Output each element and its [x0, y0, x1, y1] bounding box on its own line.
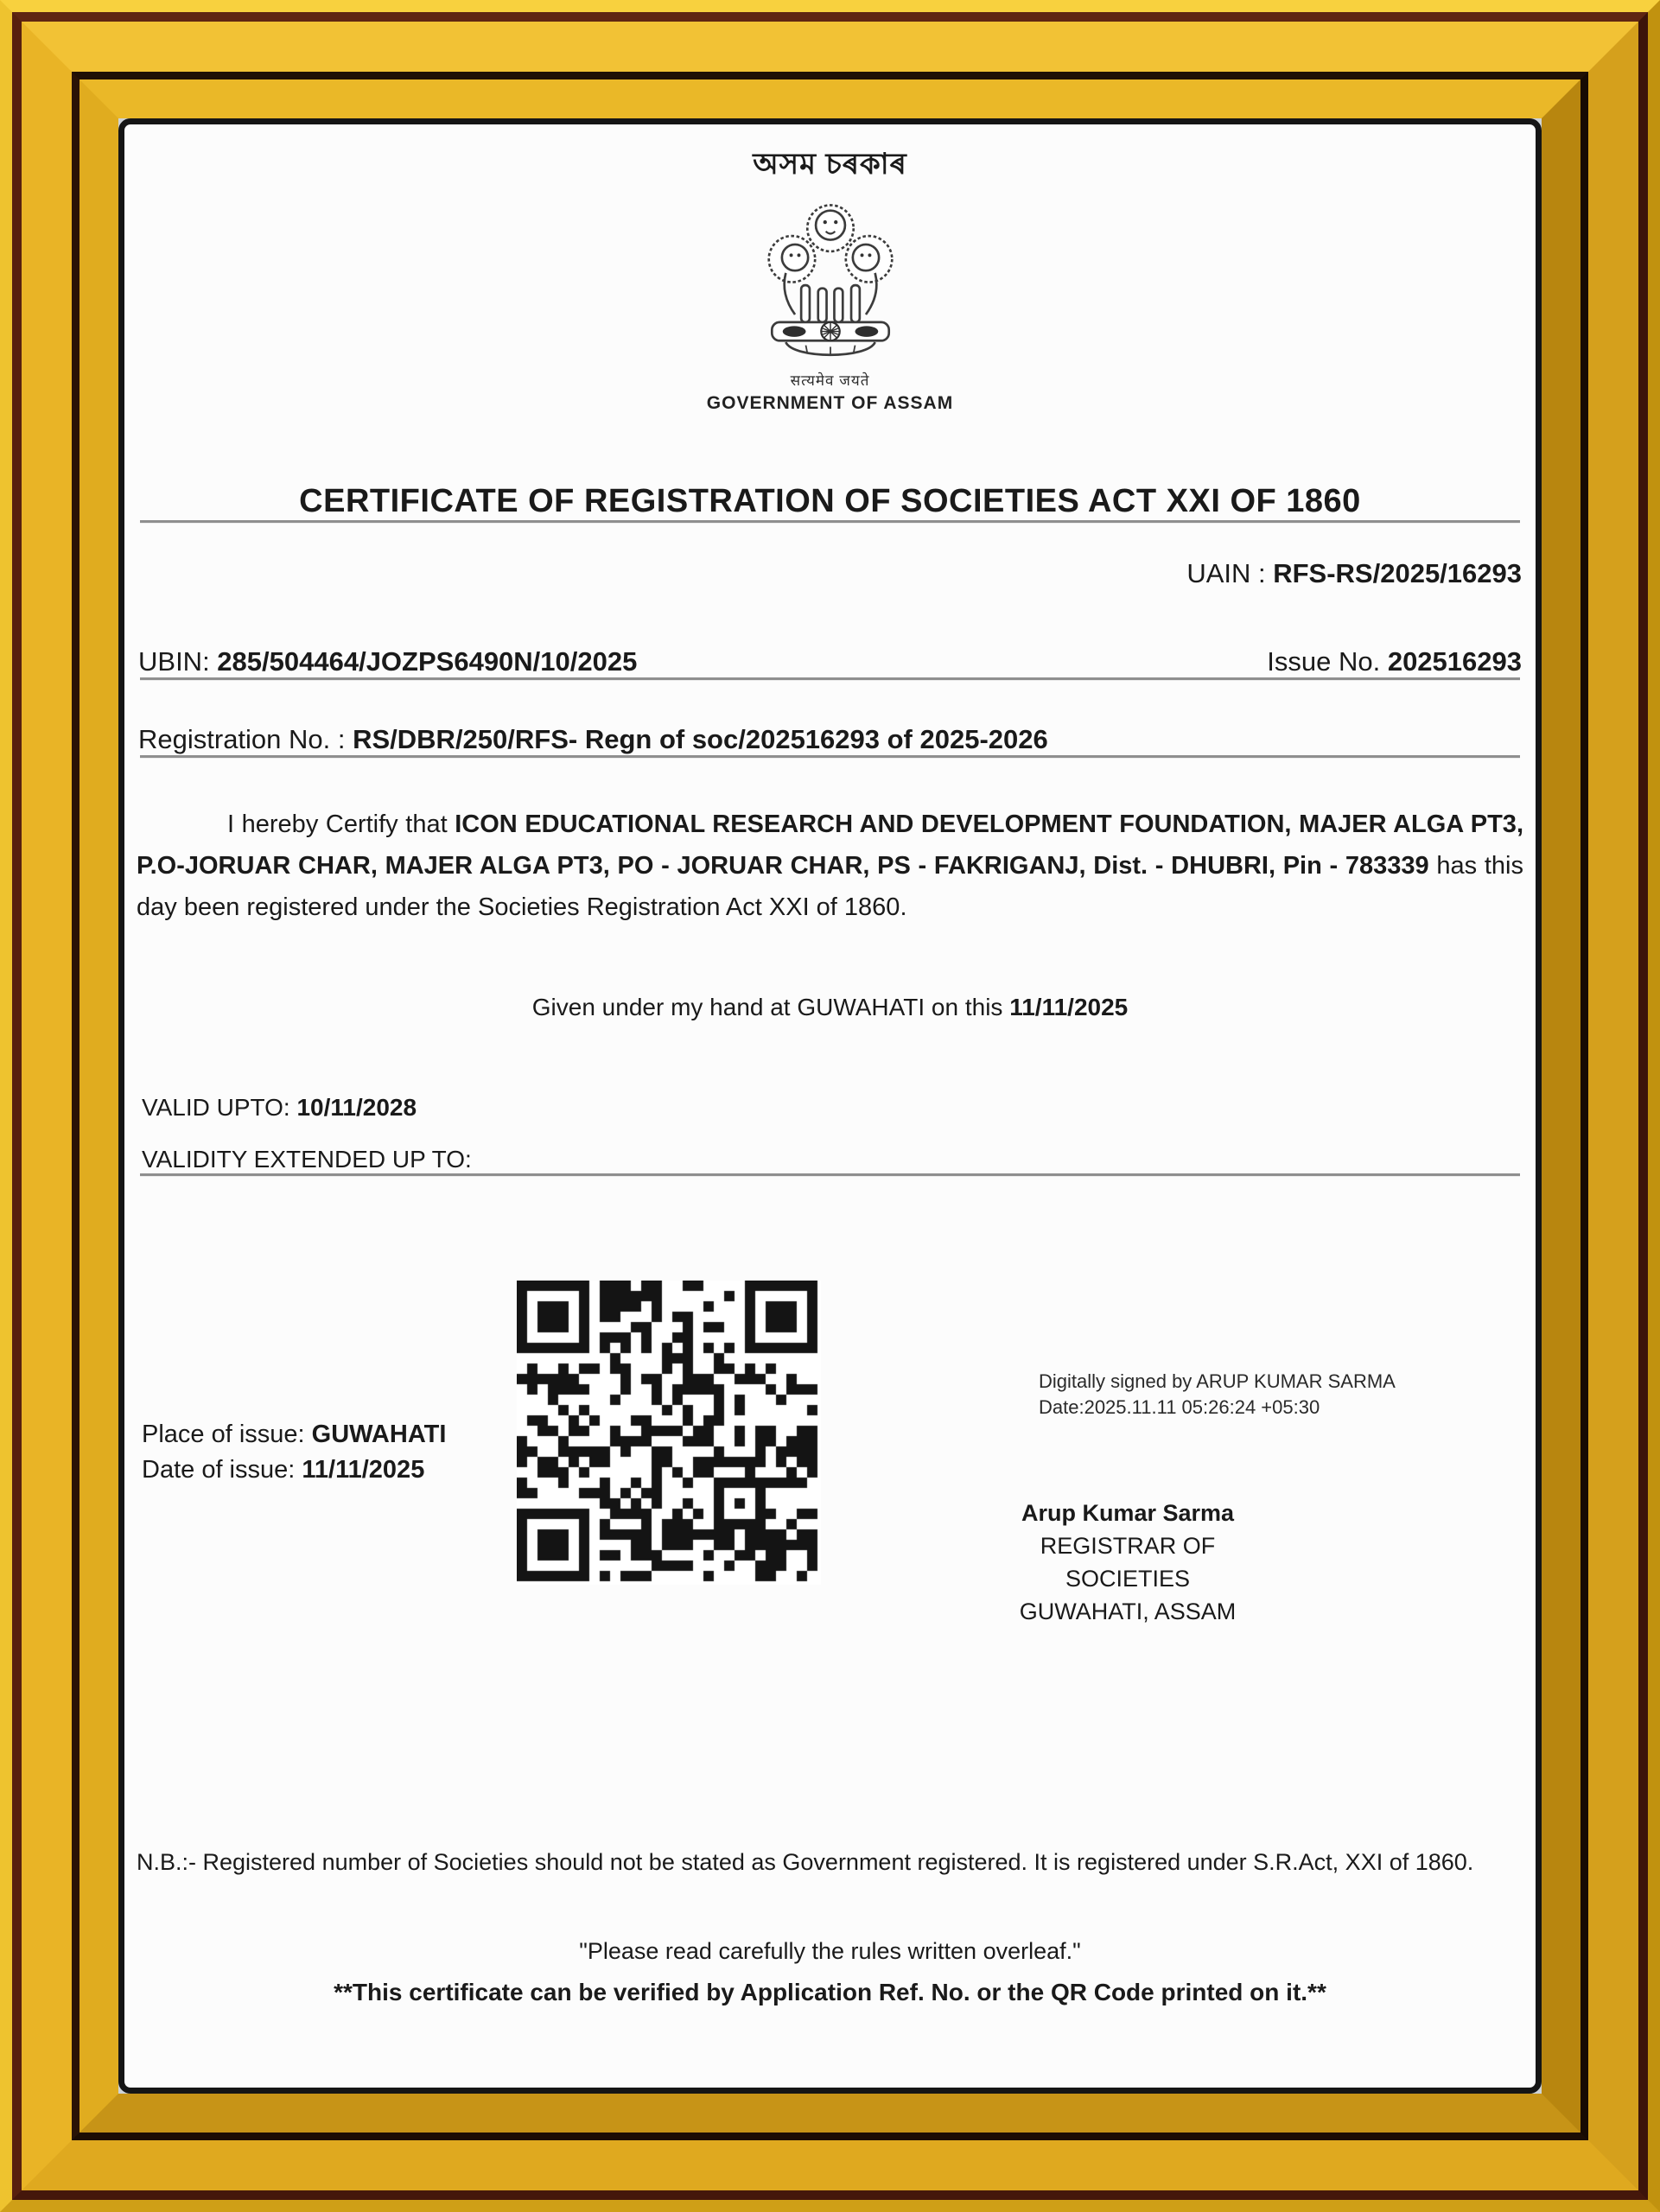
ashoka-lion-capital-emblem-icon [746, 193, 915, 365]
ubin-cell [138, 646, 637, 677]
given-prefix: Given under my hand at GUWAHATI on this [531, 994, 1010, 1020]
valid-upto-value: 10/11/2028 [296, 1094, 417, 1121]
place-of-issue-value: GUWAHATI [311, 1421, 447, 1448]
ubin-label: UBIN: [138, 646, 218, 677]
given-date: 11/11/2025 [1009, 994, 1129, 1020]
uain-label: UAIN : [1186, 558, 1274, 588]
emblem-wrap [137, 193, 1523, 370]
issue-no-value: 202516293 [1387, 646, 1522, 677]
registrar-signature-block [985, 1497, 1270, 1628]
uain-row [137, 558, 1523, 589]
issue-column [137, 1281, 517, 1488]
society-name-address: ICON EDUCATIONAL RESEARCH AND DEVELOPMENT FOUNDATION, MAJER ALGA PT3, P.O-JORUAR CHAR, MAJER ALGA PT3, PO - JORUAR CHAR, PS - FAKRIGANJ, Dist. - DHUBRI, Pin - 783339 [137, 810, 1523, 880]
registration-row [137, 724, 1523, 755]
ubin-value: 285/504464/JOZPS6490N/10/2025 [217, 646, 638, 677]
gold-frame-maroon-band [12, 12, 1648, 2200]
valid-upto-label: VALID UPTO: [142, 1094, 297, 1121]
signature-column [985, 1281, 1452, 1628]
verification-qr-code [517, 1281, 821, 1585]
issue-qr-signature-row [137, 1281, 1523, 1628]
divider [140, 1173, 1520, 1177]
gold-frame-wide-band [22, 22, 1638, 2190]
qr-box [517, 1281, 821, 1585]
place-of-issue-label: Place of issue: [142, 1421, 312, 1448]
assamese-government-title: অসম চৰকাৰ [753, 148, 907, 181]
valid-upto-line [137, 1094, 1523, 1122]
verify-note: **This certificate can be verified by Application Ref. No. or the QR Code printed on it.** [334, 1979, 1326, 2005]
emblem-motto: सत्यमेव जयते [790, 372, 870, 389]
issue-no-label: Issue No. [1267, 646, 1388, 677]
place-of-issue-line [142, 1417, 517, 1452]
registrar-location: GUWAHATI, ASSAM [1019, 1599, 1237, 1624]
certify-paragraph [137, 804, 1523, 928]
uain-value: RFS-RS/2025/16293 [1273, 558, 1522, 588]
registrar-name: Arup Kumar Sarma [1021, 1500, 1235, 1526]
certificate-page [118, 118, 1542, 2094]
validity-extended-line: VALIDITY EXTENDED UP TO: [142, 1146, 472, 1173]
gold-frame-inner-band [80, 79, 1580, 2133]
date-of-issue-label: Date of issue: [142, 1456, 302, 1484]
ubin-issue-row [137, 646, 1523, 677]
gold-frame-dark-line [72, 72, 1588, 2140]
divider [140, 677, 1520, 681]
certificate-title: CERTIFICATE OF REGISTRATION OF SOCIETIES ACT XXI OF 1860 [299, 483, 1361, 519]
issue-block [137, 1417, 517, 1488]
registration-value: RS/DBR/250/RFS- Regn of soc/202516293 of 2025-2026 [353, 724, 1048, 754]
nb-note: N.B.:- Registered number of Societies should not be stated as Government registered. It is registered under S.R.Act, XXI of 1860. [137, 1849, 1474, 1875]
given-under-hand-line [137, 994, 1523, 1021]
certify-suffix: has this day been registered under the Societies Registration Act XXI of 1860. [137, 852, 1523, 921]
digitally-signed-line1: Digitally signed by ARUP KUMAR SARMA [1039, 1370, 1396, 1392]
date-of-issue-value: 11/11/2025 [302, 1456, 425, 1484]
date-of-issue-line [142, 1452, 517, 1488]
digital-signature-block [1039, 1369, 1452, 1421]
divider [140, 520, 1520, 524]
overleaf-note: "Please read carefully the rules written overleaf." [579, 1938, 1081, 1964]
registrar-designation: REGISTRAR OF SOCIETIES [1040, 1533, 1216, 1592]
registration-label: Registration No. : [138, 724, 353, 754]
digitally-signed-line2: Date:2025.11.11 05:26:24 +05:30 [1039, 1396, 1320, 1418]
divider [140, 755, 1520, 759]
issue-no-cell [1267, 646, 1522, 677]
certify-prefix: I hereby Certify that [227, 810, 455, 838]
government-of-assam-label: GOVERNMENT OF ASSAM [706, 393, 954, 413]
